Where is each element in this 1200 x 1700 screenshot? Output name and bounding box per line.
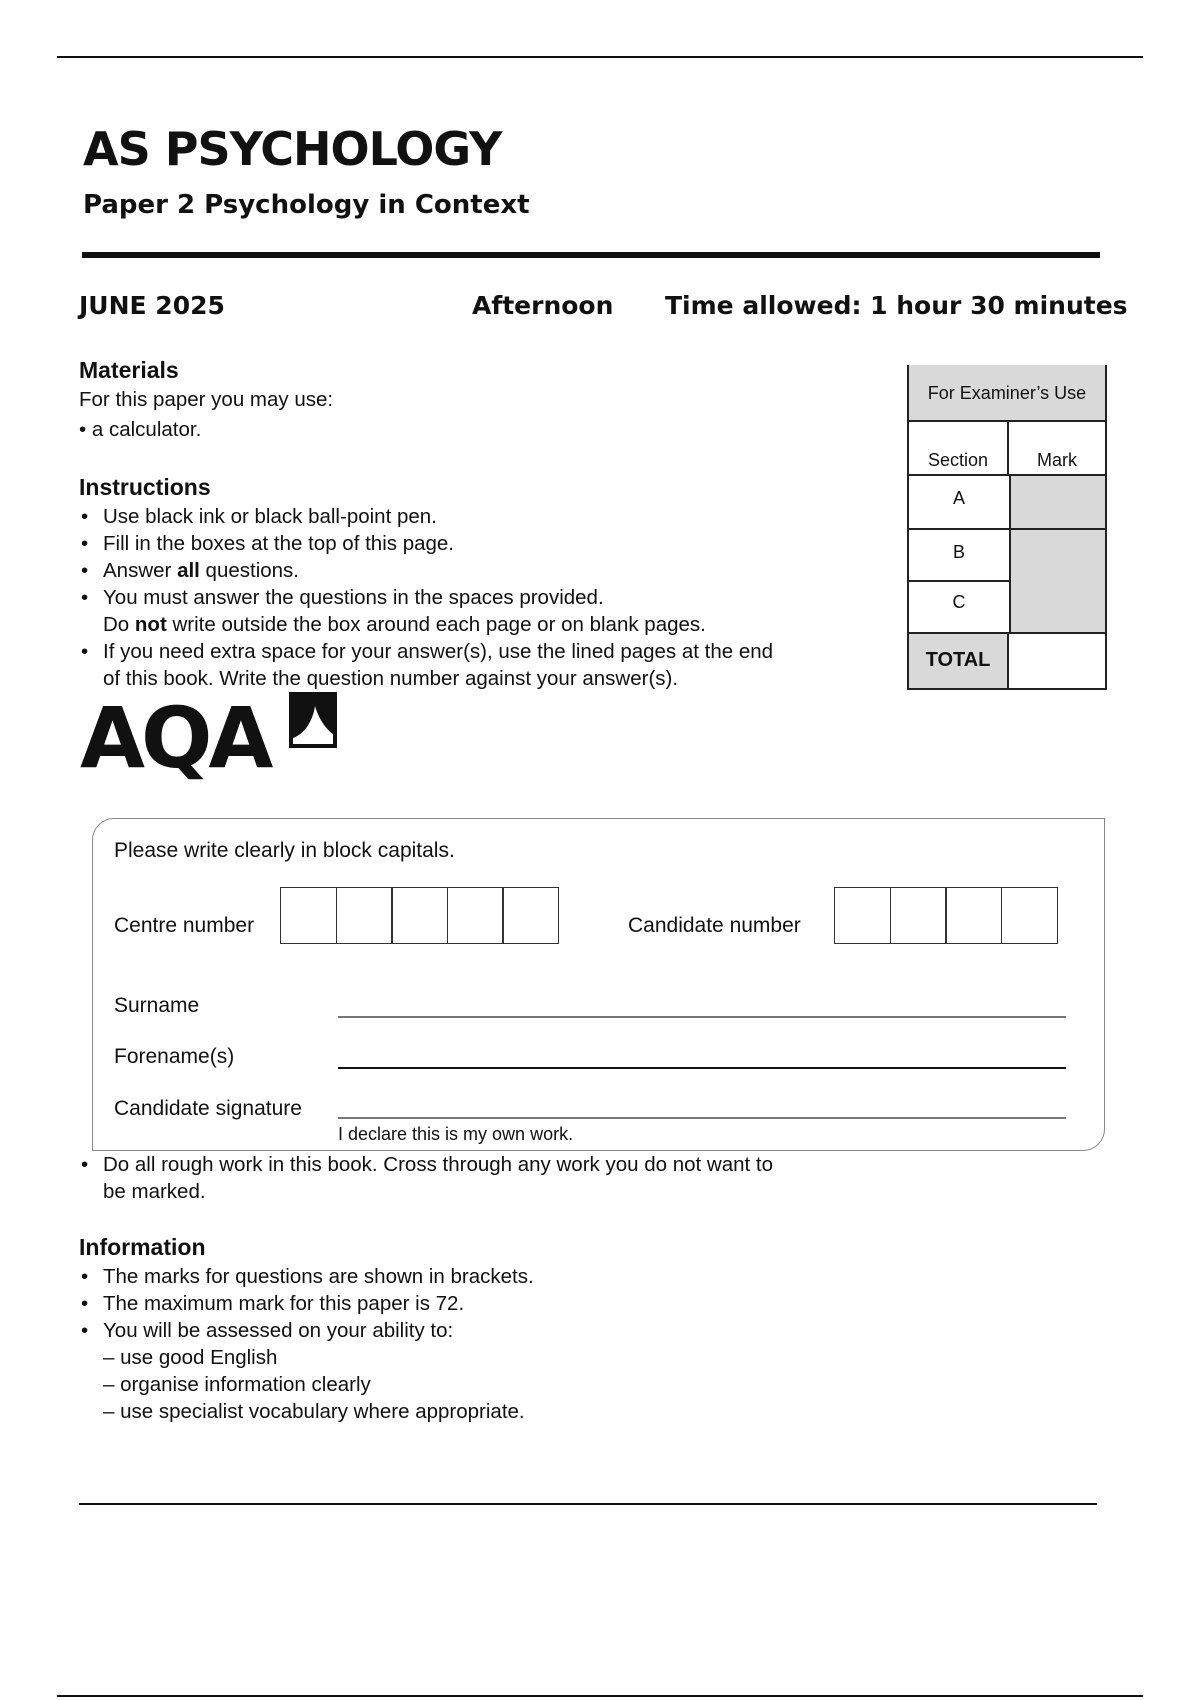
examiner-heading-cell bbox=[909, 365, 1105, 422]
aqa-logo bbox=[80, 688, 350, 788]
information-sub-item: – use specialist vocabulary where appropriate. bbox=[103, 1400, 525, 1423]
information-sub-list bbox=[79, 1344, 879, 1425]
surname-label: Surname bbox=[114, 994, 200, 1017]
candidate-details-box bbox=[92, 818, 1105, 1151]
centre-digit-box[interactable] bbox=[336, 887, 393, 944]
exam-session: Afternoon bbox=[472, 291, 614, 320]
candidate-digit-box[interactable] bbox=[890, 887, 947, 944]
footer-rule bbox=[79, 1503, 1097, 1505]
candidate-number-label: Candidate number bbox=[628, 914, 801, 937]
mark-field-c[interactable] bbox=[1009, 582, 1105, 634]
section-col-header: Section bbox=[909, 422, 1009, 476]
centre-digit-box[interactable] bbox=[502, 887, 559, 944]
forename-field[interactable] bbox=[338, 1067, 1066, 1069]
centre-digit-box[interactable] bbox=[280, 887, 337, 944]
page-title: AS PSYCHOLOGY bbox=[83, 122, 502, 176]
instructions-section bbox=[79, 474, 879, 692]
candidate-number-boxes bbox=[834, 887, 1058, 944]
paper-subtitle: Paper 2 Psychology in Context bbox=[83, 190, 530, 220]
information-item: • The maximum mark for this paper is 72. bbox=[79, 1290, 879, 1317]
title-divider bbox=[82, 252, 1100, 258]
aqa-logo-text: AQA bbox=[80, 689, 270, 787]
information-sub-item: – organise information clearly bbox=[103, 1373, 371, 1396]
section-row-c: C bbox=[909, 582, 1009, 634]
instructions-list bbox=[79, 503, 879, 692]
information-section bbox=[79, 1234, 879, 1425]
signature-label: Candidate signature bbox=[114, 1097, 302, 1120]
information-item: • You will be assessed on your ability to: bbox=[79, 1317, 879, 1344]
centre-number-boxes bbox=[280, 887, 559, 944]
candidate-digit-box[interactable] bbox=[1001, 887, 1058, 944]
exam-date: JUNE 2025 bbox=[79, 291, 225, 320]
materials-heading: Materials bbox=[79, 357, 179, 383]
materials-item: • a calculator. bbox=[79, 418, 202, 441]
centre-number-label: Centre number bbox=[114, 914, 255, 937]
examiner-heading: For Examiner’s Use bbox=[927, 383, 1087, 403]
rough-work-note bbox=[79, 1151, 899, 1205]
examiner-table bbox=[907, 365, 1107, 690]
declaration-text: I declare this is my own work. bbox=[338, 1124, 574, 1144]
surname-field[interactable] bbox=[338, 1016, 1066, 1018]
forename-label: Forename(s) bbox=[114, 1045, 235, 1068]
mark-field-a[interactable] bbox=[1009, 476, 1105, 530]
bottom-page-rule bbox=[57, 1695, 1143, 1697]
instruction-item: • Answer all questions. bbox=[79, 557, 879, 584]
centre-digit-box[interactable] bbox=[447, 887, 504, 944]
signature-field[interactable] bbox=[338, 1117, 1066, 1119]
instruction-item: • You must answer the questions in the spaces provided. Do not write outside the box around each page or on blank pages. bbox=[79, 584, 879, 638]
instruction-item: • If you need extra space for your answer(s), use the lined pages at the end of this book. Write the question number against your answer(s). bbox=[79, 638, 879, 692]
rough-work-item: • Do all rough work in this book. Cross through any work you do not want to be marked. bbox=[79, 1151, 899, 1205]
section-row-a: A bbox=[909, 476, 1009, 530]
total-label: TOTAL bbox=[909, 634, 1009, 688]
information-sub-item: – use good English bbox=[103, 1346, 278, 1369]
mark-field-b[interactable] bbox=[1009, 530, 1105, 582]
centre-digit-box[interactable] bbox=[391, 887, 448, 944]
top-rule bbox=[57, 56, 1143, 58]
mark-col-header: Mark bbox=[1009, 422, 1105, 476]
instruction-item: • Fill in the boxes at the top of this page. bbox=[79, 530, 879, 557]
candidate-digit-box[interactable] bbox=[834, 887, 891, 944]
materials-section bbox=[79, 357, 799, 443]
materials-intro: For this paper you may use: bbox=[79, 388, 334, 411]
section-row-b: B bbox=[909, 530, 1009, 582]
instruction-item: • Use black ink or black ball-point pen. bbox=[79, 503, 879, 530]
candidate-digit-box[interactable] bbox=[945, 887, 1002, 944]
information-list bbox=[79, 1263, 879, 1344]
block-capitals-prompt: Please write clearly in block capitals. bbox=[114, 839, 455, 862]
information-item: • The marks for questions are shown in brackets. bbox=[79, 1263, 879, 1290]
total-field[interactable] bbox=[1009, 634, 1105, 688]
time-allowed: Time allowed: 1 hour 30 minutes bbox=[665, 291, 1128, 320]
aqa-logo-mark-icon bbox=[283, 690, 341, 752]
instructions-heading: Instructions bbox=[79, 474, 211, 500]
information-heading: Information bbox=[79, 1234, 206, 1260]
